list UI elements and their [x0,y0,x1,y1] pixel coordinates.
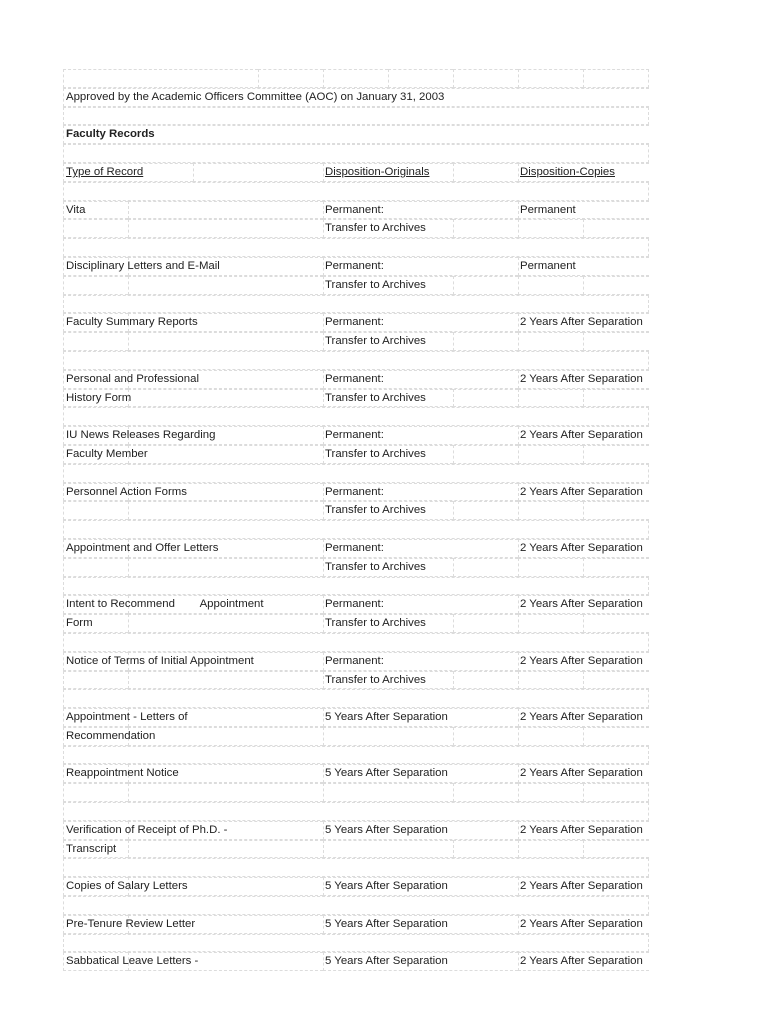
record-row [63,539,649,558]
column-header-type: Type of Record [66,165,144,178]
blank-row [63,577,649,596]
grid-cell [583,69,649,88]
record-type-text: Personal and Professional [66,372,199,385]
grid-cell [128,332,323,351]
record-type-text: Disciplinary Letters and E-Mail [66,259,220,272]
grid-cell [128,727,323,746]
grid-cell [63,69,258,88]
grid-cell [63,558,128,577]
grid-cell [323,840,453,859]
grid-cell [518,445,583,464]
grid-cell [453,276,518,295]
grid-cell [388,69,453,88]
grid-cell [63,802,649,821]
disposition-original-text: 5 Years After Separation [325,880,448,893]
record-type-text: Reappointment Notice [66,767,179,780]
grid-cell [128,219,323,238]
grid-cell [518,332,583,351]
disposition-copies-text: Permanent [520,259,576,272]
disposition-original-text: Transfer to Archives [325,673,426,686]
disposition-copies-text: 2 Years After Separation [520,598,643,611]
grid-cell [128,501,323,520]
grid-cell [453,445,518,464]
record-row [63,671,649,690]
record-row [63,614,649,633]
grid-cell [583,840,649,859]
grid-cell [518,276,583,295]
section-title-row [63,125,649,144]
grid-cell [128,276,323,295]
grid-cell [453,219,518,238]
blank-row [63,746,649,765]
record-type-text: Intent to Recommend Appointment [66,598,264,611]
record-row [63,595,649,614]
grid-cell [128,445,323,464]
grid-cell [453,840,518,859]
grid-cell [453,671,518,690]
record-type-text: Pre-Tenure Review Letter [66,917,196,930]
grid-cell [63,501,128,520]
disposition-copies-text: 2 Years After Separation [520,711,643,724]
record-row [63,708,649,727]
record-row [63,764,649,783]
blank-row [63,295,649,314]
record-row [63,201,649,220]
grid-cell [583,558,649,577]
record-type-text: Copies of Salary Letters [66,880,188,893]
disposition-original-text: Permanent: [325,598,384,611]
grid-cell [518,558,583,577]
blank-row [63,182,649,201]
grid-cell [453,783,518,802]
grid-cell [63,783,128,802]
grid-cell [518,501,583,520]
record-row [63,821,649,840]
grid-cell [583,445,649,464]
disposition-original-text: Transfer to Archives [325,222,426,235]
grid-cell [63,577,649,596]
record-type-text: Form [66,617,93,630]
grid-cell [583,671,649,690]
grid-cell [323,69,388,88]
grid-cell [128,783,323,802]
blank-row [63,351,649,370]
grid-cell [63,182,649,201]
blank-row [63,107,649,126]
disposition-original-text: Transfer to Archives [325,560,426,573]
grid-cell [518,69,583,88]
record-row [63,915,649,934]
disposition-copies-text: 2 Years After Separation [520,880,643,893]
blank-row [63,144,649,163]
grid-cell [453,558,518,577]
grid-cell [518,783,583,802]
grid-cell [63,858,649,877]
grid-cell [63,746,649,765]
approval-row [63,88,649,107]
blank-row [63,896,649,915]
disposition-copies-text: 2 Years After Separation [520,541,643,554]
cell-text: Approved by the Academic Officers Committee (AOC) on January 31, 2003 [66,90,445,103]
disposition-original-text: Permanent: [325,316,384,329]
record-row [63,558,649,577]
grid-cell [453,332,518,351]
record-row [63,840,649,859]
grid-cell [518,389,583,408]
record-type-text: Notice of Terms of Initial Appointment [66,654,254,667]
grid-cell [63,144,649,163]
record-row [63,445,649,464]
disposition-copies-text: 2 Years After Separation [520,485,643,498]
grid-cell [518,727,583,746]
disposition-original-text: Permanent: [325,259,384,272]
grid-cell [63,238,649,257]
disposition-original-text: Transfer to Archives [325,617,426,630]
disposition-copies-text: 2 Years After Separation [520,372,643,385]
grid-cell [583,783,649,802]
grid-cell [583,614,649,633]
record-type-text: Transcript [66,842,117,855]
record-type-text: IU News Releases Regarding [66,429,216,442]
column-header-copies: Disposition-Copies [520,165,615,178]
record-row [63,313,649,332]
disposition-copies-text: 2 Years After Separation [520,767,643,780]
disposition-original-text: Permanent: [325,654,384,667]
grid-cell [128,671,323,690]
grid-cell [128,558,323,577]
record-row [63,877,649,896]
record-type-text: History Form [66,391,132,404]
grid-cell [128,614,323,633]
disposition-original-text: Transfer to Archives [325,391,426,404]
grid-cell [128,840,323,859]
grid-cell [63,633,649,652]
record-row [63,483,649,502]
record-type-text: Personnel Action Forms [66,485,187,498]
grid-cell [128,389,323,408]
disposition-copies-text: 2 Years After Separation [520,917,643,930]
record-type-text: Recommendation [66,729,156,742]
grid-cell [518,614,583,633]
record-row [63,389,649,408]
record-row [63,783,649,802]
grid-cell [583,219,649,238]
record-row [63,727,649,746]
disposition-copies-text: 2 Years After Separation [520,429,643,442]
blank-row [63,520,649,539]
record-row [63,257,649,276]
grid-cell [193,163,323,182]
blank-row [63,464,649,483]
disposition-original-text: Permanent: [325,429,384,442]
grid-cell [63,107,649,126]
record-row [63,952,649,971]
disposition-original-text: Permanent: [325,541,384,554]
grid-cell [518,840,583,859]
grid-cell [63,520,649,539]
grid-cell [583,501,649,520]
record-row [63,501,649,520]
grid-cell [453,389,518,408]
record-row [63,332,649,351]
blank-row [63,858,649,877]
grid-cell [63,464,649,483]
grid-cell [63,934,649,953]
column-header-originals: Disposition-Originals [325,165,430,178]
disposition-copies-text: 2 Years After Separation [520,654,643,667]
blank-row [63,802,649,821]
grid-cell [63,689,649,708]
disposition-original-text: 5 Years After Separation [325,955,448,968]
disposition-original-text: Transfer to Archives [325,278,426,291]
disposition-copies-text: 2 Years After Separation [520,316,643,329]
disposition-original-text: Permanent: [325,372,384,385]
grid-cell [518,219,583,238]
disposition-original-text: Permanent: [325,203,384,216]
grid-cell [63,332,128,351]
grid-cell [453,69,518,88]
column-header-row [63,163,649,182]
disposition-copies-text: Permanent [520,203,576,216]
record-row [63,426,649,445]
grid-cell [258,69,323,88]
blank-row [63,407,649,426]
records-schedule-sheet [63,69,649,971]
section-title: Faculty Records [66,128,155,141]
grid-cell [323,727,453,746]
grid-cell [518,671,583,690]
record-type-text: Verification of Receipt of Ph.D. - [66,823,228,836]
disposition-original-text: Permanent: [325,485,384,498]
grid-cell [583,389,649,408]
disposition-original-text: Transfer to Archives [325,504,426,517]
grid-cell [63,276,128,295]
record-type-text: Appointment and Offer Letters [66,541,219,554]
record-row [63,276,649,295]
grid-cell [453,614,518,633]
blank-row [63,633,649,652]
grid-cell [453,501,518,520]
grid-cell [63,219,128,238]
blank-row [63,934,649,953]
blank-row [63,238,649,257]
grid-cell [63,407,649,426]
grid-cell [453,727,518,746]
grid-cell [128,201,323,220]
grid-cell [583,276,649,295]
record-row [63,219,649,238]
disposition-copies-text: 2 Years After Separation [520,955,643,968]
disposition-original-text: Transfer to Archives [325,447,426,460]
grid-cell [63,351,649,370]
record-row [63,652,649,671]
grid-cell [453,163,518,182]
blank-row [63,689,649,708]
grid-cell [583,727,649,746]
grid-cell [63,896,649,915]
grid-cell [583,332,649,351]
grid-cell [323,783,453,802]
record-type-text: Sabbatical Leave Letters - [66,955,199,968]
grid-cell [63,295,649,314]
record-type-text: Appointment - Letters of [66,711,188,724]
disposition-copies-text: 2 Years After Separation [520,823,643,836]
disposition-original-text: 5 Years After Separation [325,823,448,836]
disposition-original-text: 5 Years After Separation [325,767,448,780]
record-type-text: Vita [66,203,86,216]
record-row [63,370,649,389]
record-type-text: Faculty Summary Reports [66,316,198,329]
grid-cell [63,671,128,690]
disposition-original-text: 5 Years After Separation [325,711,448,724]
blank-row [63,69,649,88]
disposition-original-text: 5 Years After Separation [325,917,448,930]
disposition-original-text: Transfer to Archives [325,335,426,348]
record-type-text: Faculty Member [66,447,148,460]
